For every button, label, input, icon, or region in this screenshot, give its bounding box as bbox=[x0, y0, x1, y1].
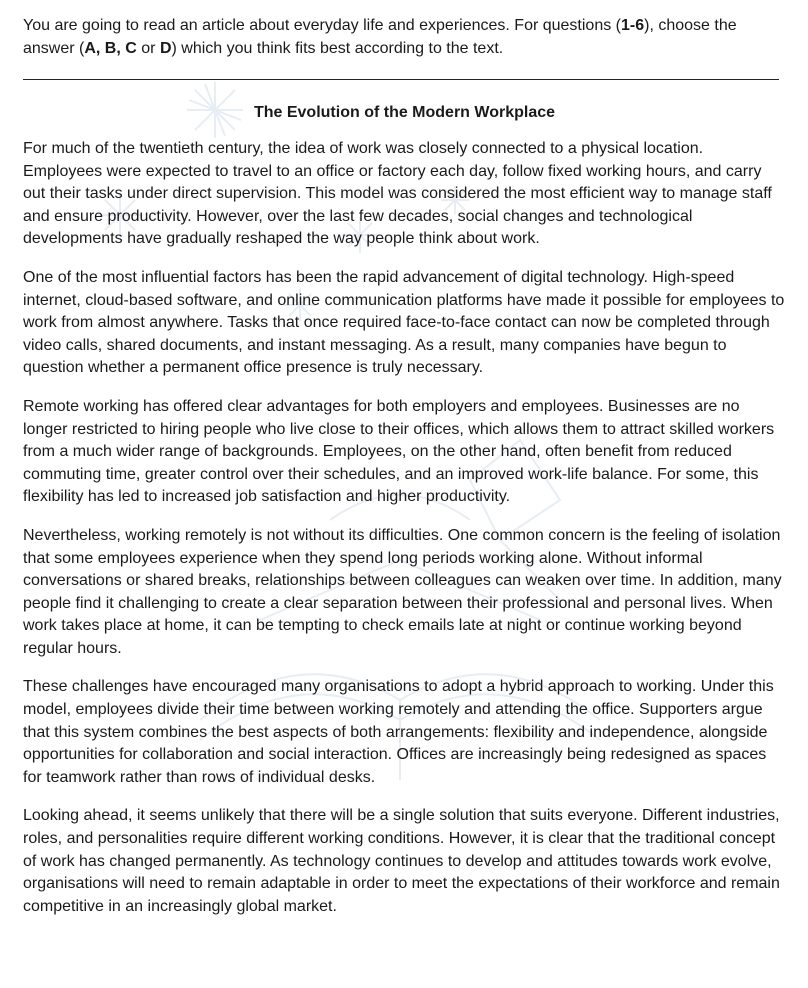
article-paragraph-2: One of the most influential factors has been the rapid advancement of digital technology. High-speed internet, cloud-based software, and online communication platforms have made it possible for employees to work from almost anywhere. Tasks that once required face-to-face contact can now be completed through video calls, shared documents, and instant messaging. As a result, many companies have begun to question whether a permanent office presence is truly necessary. bbox=[23, 268, 785, 377]
divider bbox=[23, 79, 779, 80]
answer-options: A, B, C bbox=[84, 39, 137, 57]
question-range: 1-6 bbox=[621, 17, 645, 34]
answer-option-d: D bbox=[159, 39, 172, 57]
article-title: The Evolution of the Modern Workplace bbox=[253, 104, 556, 121]
article-paragraph-6: Looking ahead, it seems unlikely that there will be a single solution that suits everyone. Different industries, roles, and personalities require different working conditions. However, it is clear that the traditional concept of work has changed permanently. As technology continues to develop and attitudes towards work evolve, organisations will need to remain adaptable in order to meet the expectations of their workforce and remain competitive in an increasingly global market. bbox=[23, 807, 780, 915]
article-paragraph-1: For much of the twentieth century, the idea of work was closely connected to a physical location. Employees were expected to travel to an office or factory each day, follow fixed working hours, and carry out their tasks under direct supervision. This model was considered the most efficient way to manage staff and ensure productivity. However, over the last few decades, social changes and technological developments have gradually reshaped the way people think about work. bbox=[23, 140, 772, 248]
instructions: You are going to read an article about everyday life and experiences. For questions (1-6), choose the answer (A, B, C or D) which you think fits best according to the text. bbox=[23, 17, 737, 57]
article-paragraph-5: These challenges have encouraged many organisations to adopt a hybrid approach to working. Under this model, employees divide their time between working remotely and attending the office. Supporters argue that this system combines the best aspects of both arrangements: flexibility and independence, alongside opportunities for collaboration and social interaction. Offices are increasingly being redesigned as spaces for teamwork rather than rows of individual desks. bbox=[23, 678, 774, 786]
article-paragraph-3: Remote working has offered clear advantages for both employers and employees. Businesses are no longer restricted to hiring people who live close to their offices, which allows them to attract skilled workers from a much wider range of backgrounds. Employees, on the other hand, often benefit from reduced commuting time, greater control over their schedules, and an improved work-life balance. For some, this flexibility has led to increased job satisfaction and higher productivity. bbox=[23, 397, 775, 506]
article-paragraph-4: Nevertheless, working remotely is not without its difficulties. One common concern is the feeling of isolation that some employees experience when they spend long periods working alone. Without informal conversations or shared breaks, relationships between colleagues can weaken over time. In addition, many people find it challenging to create a clear separation between their professional and personal lives. When work takes place at home, it can be tempting to check emails late at night or continue working beyond regular hours. bbox=[23, 526, 782, 657]
